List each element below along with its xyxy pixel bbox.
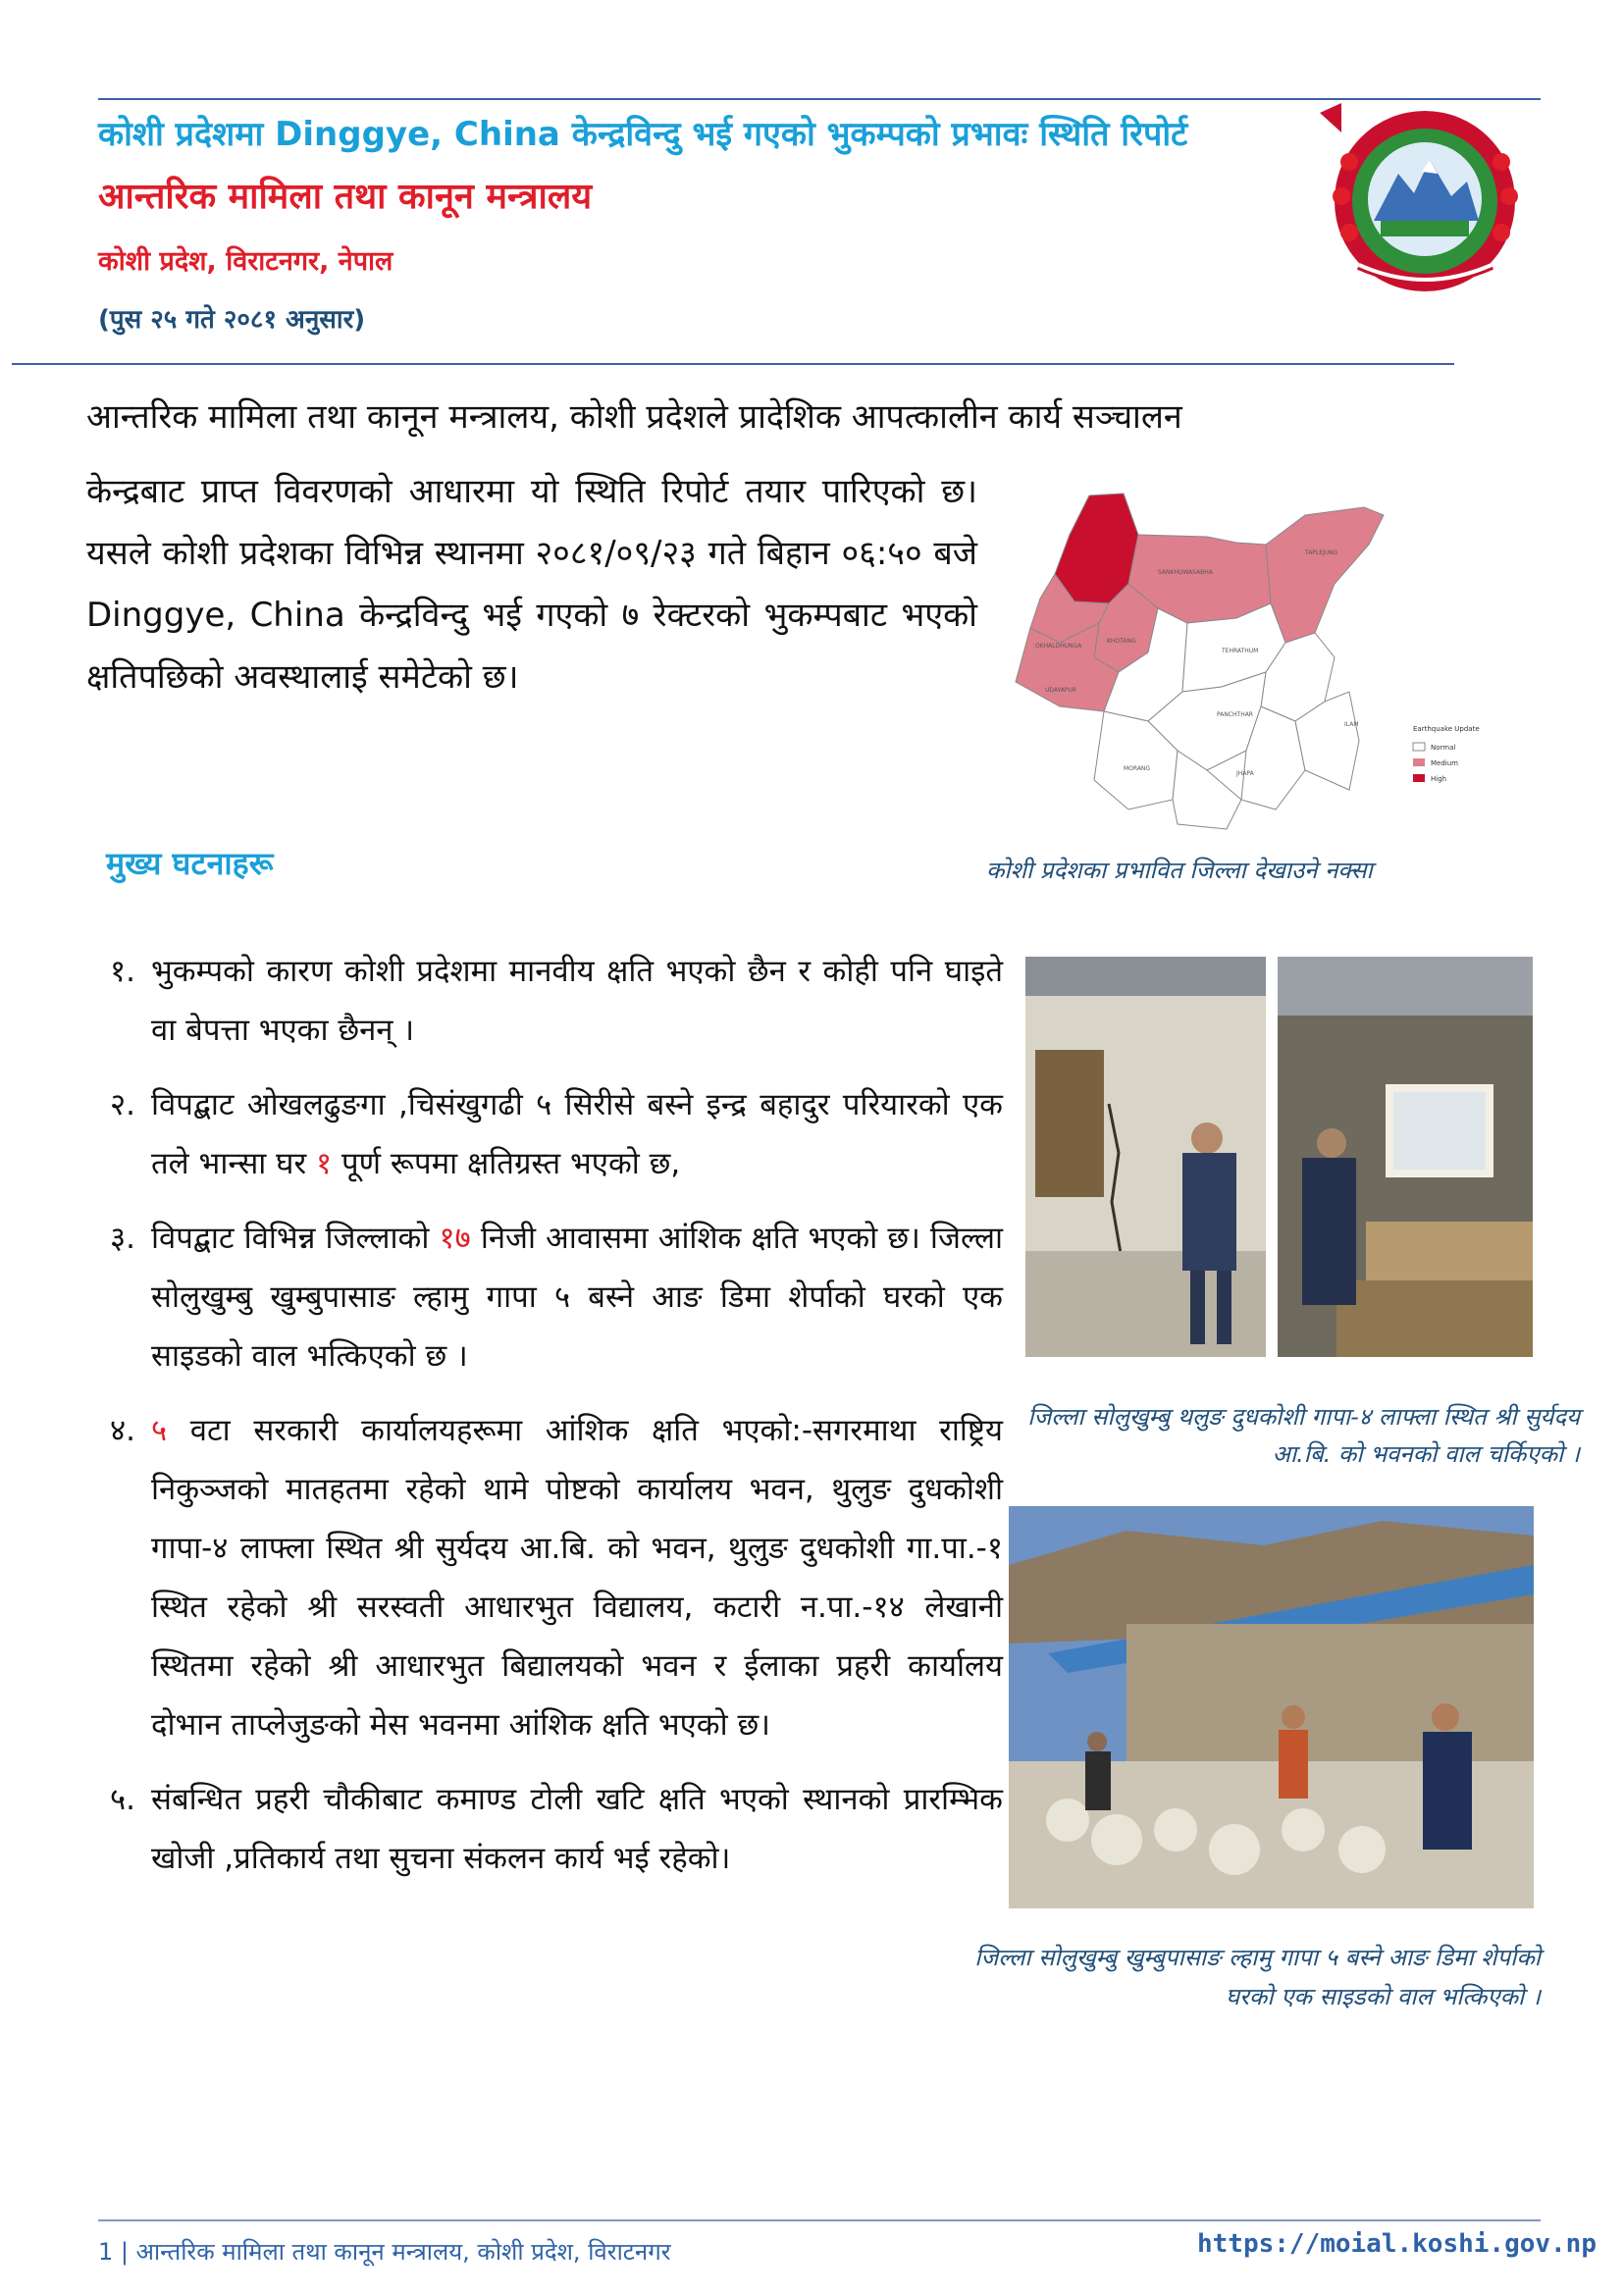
damaged-wall-photo	[1025, 957, 1266, 1357]
report-title: कोशी प्रदेशमा Dinggye, China केन्द्रविन्दु भई गएको भुकम्पको प्रभावः स्थिति रिपोर्ट	[98, 115, 1188, 154]
section-heading: मुख्य घटनाहरू	[106, 845, 274, 882]
footer-website-link[interactable]: https://moial.koshi.gov.np	[1197, 2229, 1597, 2259]
event-list	[110, 942, 1003, 1904]
collapsed-house-photo	[1009, 1506, 1534, 1908]
list-item-text: विपद्बाट विभिन्न जिल्लाको	[151, 1221, 440, 1256]
map-district-medium	[1266, 507, 1384, 643]
map-caption: कोशी प्रदेशका प्रभावित जिल्ला देखाउने नक्सा	[986, 857, 1373, 884]
map-label-ilam: ILAM	[1344, 721, 1359, 728]
list-item-text: निजी आवासमा आंशिक क्षति भएको छ। जिल्ला सोलुखुम्बु खुम्बुपासाङ ल्हामु गापा ५ बस्ने आङ डिमा शेर्पाको घरको एक साइडको वाल भत्किएको छ ।	[151, 1221, 1003, 1374]
list-item	[110, 1770, 1003, 1888]
state-emblem-icon	[1320, 103, 1531, 299]
list-item-highlight: १७	[439, 1221, 471, 1256]
list-item-number: २.	[110, 1087, 135, 1122]
list-item-highlight: ५	[151, 1413, 168, 1448]
map-label-sankhuwasabha: SANKHUWASABHA	[1158, 569, 1213, 576]
report-date: (पुस २५ गते २०८१ अनुसार)	[98, 305, 366, 335]
list-item	[110, 1075, 1003, 1193]
list-item	[110, 1401, 1003, 1754]
map-label-taplejung: TAPLEJUNG	[1305, 549, 1338, 556]
map-label-jhapa: JHAPA	[1236, 770, 1254, 777]
window-inspection-photo	[1278, 957, 1533, 1357]
map-label-okhaldhunga: OKHALDHUNGA	[1035, 643, 1082, 650]
map-label-khotang: KHOTANG	[1107, 638, 1136, 645]
list-item-number: ३.	[110, 1221, 135, 1256]
map-label-panchthar: PANCHTHAR	[1217, 711, 1253, 718]
list-item-highlight: १	[316, 1146, 333, 1181]
map-legend-title: Earthquake Update	[1413, 725, 1480, 733]
map-legend-medium: Medium	[1431, 759, 1458, 767]
list-item	[110, 1209, 1003, 1385]
affected-district-map	[1011, 486, 1531, 834]
map-label-udayapur: UDAYAPUR	[1045, 687, 1077, 694]
map-legend-high: High	[1431, 775, 1447, 783]
list-item-text: विपद्बाट ओखलढुङगा ,चिसंखुगढी ५ सिरीसे बस्ने इन्द्र बहादुर परियारको एक तले भान्सा घर	[151, 1087, 1003, 1181]
footer-rule	[98, 2219, 1541, 2221]
list-item-number: १.	[110, 954, 135, 989]
photo-caption-house: जिल्ला सोलुखुम्बु खुम्बुपासाङ ल्हामु गापा ५ बस्ने आङ डिमा शेर्पाको घरको एक साइडको वाल भत्किएको ।	[974, 1944, 1541, 2010]
map-label-tehrathum: TEHRATHUM	[1222, 648, 1259, 654]
map-legend-normal: Normal	[1431, 744, 1456, 752]
list-item-text: पूर्ण रूपमा क्षतिग्रस्त भएको छ,	[332, 1146, 681, 1181]
map-label-morang: MORANG	[1124, 765, 1151, 772]
list-item-text: संबन्धित प्रहरी चौकीबाट कमाण्ड टोली खटि क्षति भएको स्थानको प्रारम्भिक खोजी ,प्रतिकार्य तथा सुचना संकलन कार्य भई रहेको।	[151, 1782, 1003, 1876]
ministry-name: आन्तरिक मामिला तथा कानून मन्त्रालय	[98, 177, 593, 217]
list-item-number: ५.	[110, 1782, 135, 1817]
intro-paragraph: केन्द्रबाट प्राप्त विवरणको आधारमा यो स्थिति रिपोर्ट तयार पारिएको छ। यसले कोशी प्रदेशका विभिन्न स्थानमा २०८१/०९/२३ गते बिहान ०६:५० बजे Dinggye, China केन्द्रविन्दु भई गएको ७ रेक्टरको भुकम्पबाट भएको क्षतिपछिको अवस्थालाई समेटेको छ।	[86, 472, 977, 697]
list-item	[110, 942, 1003, 1060]
list-item-number: ४.	[110, 1413, 135, 1448]
footer-page-info: 1 | आन्तरिक मामिला तथा कानून मन्त्रालय, कोशी प्रदेश, विराटनगर	[98, 2238, 671, 2266]
intro-first-line: आन्तरिक मामिला तथा कानून मन्त्रालय, कोशी प्रदेशले प्रादेशिक आपत्कालीन कार्य सञ्चालन	[86, 397, 1182, 437]
list-item-text: भुकम्पको कारण कोशी प्रदेशमा मानवीय क्षति भएको छैन र कोही पनि घाइते वा बेपत्ता भएका छैनन् ।	[151, 954, 1003, 1048]
header-divider	[12, 363, 1454, 365]
photo-caption-school: जिल्ला सोलुखुम्बु थलुङ दुधकोशी गापा-४ लाफ्ला स्थित श्री सुर्यदय आ.बि. को भवनको वाल चर्किएको ।	[1027, 1403, 1580, 1468]
top-rule	[98, 98, 1541, 100]
office-location: कोशी प्रदेश, विराटनगर, नेपाल	[98, 246, 393, 277]
list-item-text: वटा सरकारी कार्यालयहरूमा आंशिक क्षति भएको:-सगरमाथा राष्ट्रिय निकुञ्जको मातहतमा रहेको थामे पोष्टको कार्यालय भवन, थुलुङ दुधकोशी गापा-४ लाफ्ला स्थित श्री सुर्यदय आ.बि. को भवन, थुलुङ दुधकोशी गा.पा.-१ स्थित रहेको श्री सरस्वती आधारभुत विद्यालय, कटारी न.पा.-१४ लेखानी स्थितमा रहेको श्री आधारभुत बिद्यालयको भवन र ईलाका प्रहरी कार्यालय दोभान ताप्लेजुङको मेस भवनमा आंशिक क्षति भएको छ।	[151, 1413, 1003, 1743]
